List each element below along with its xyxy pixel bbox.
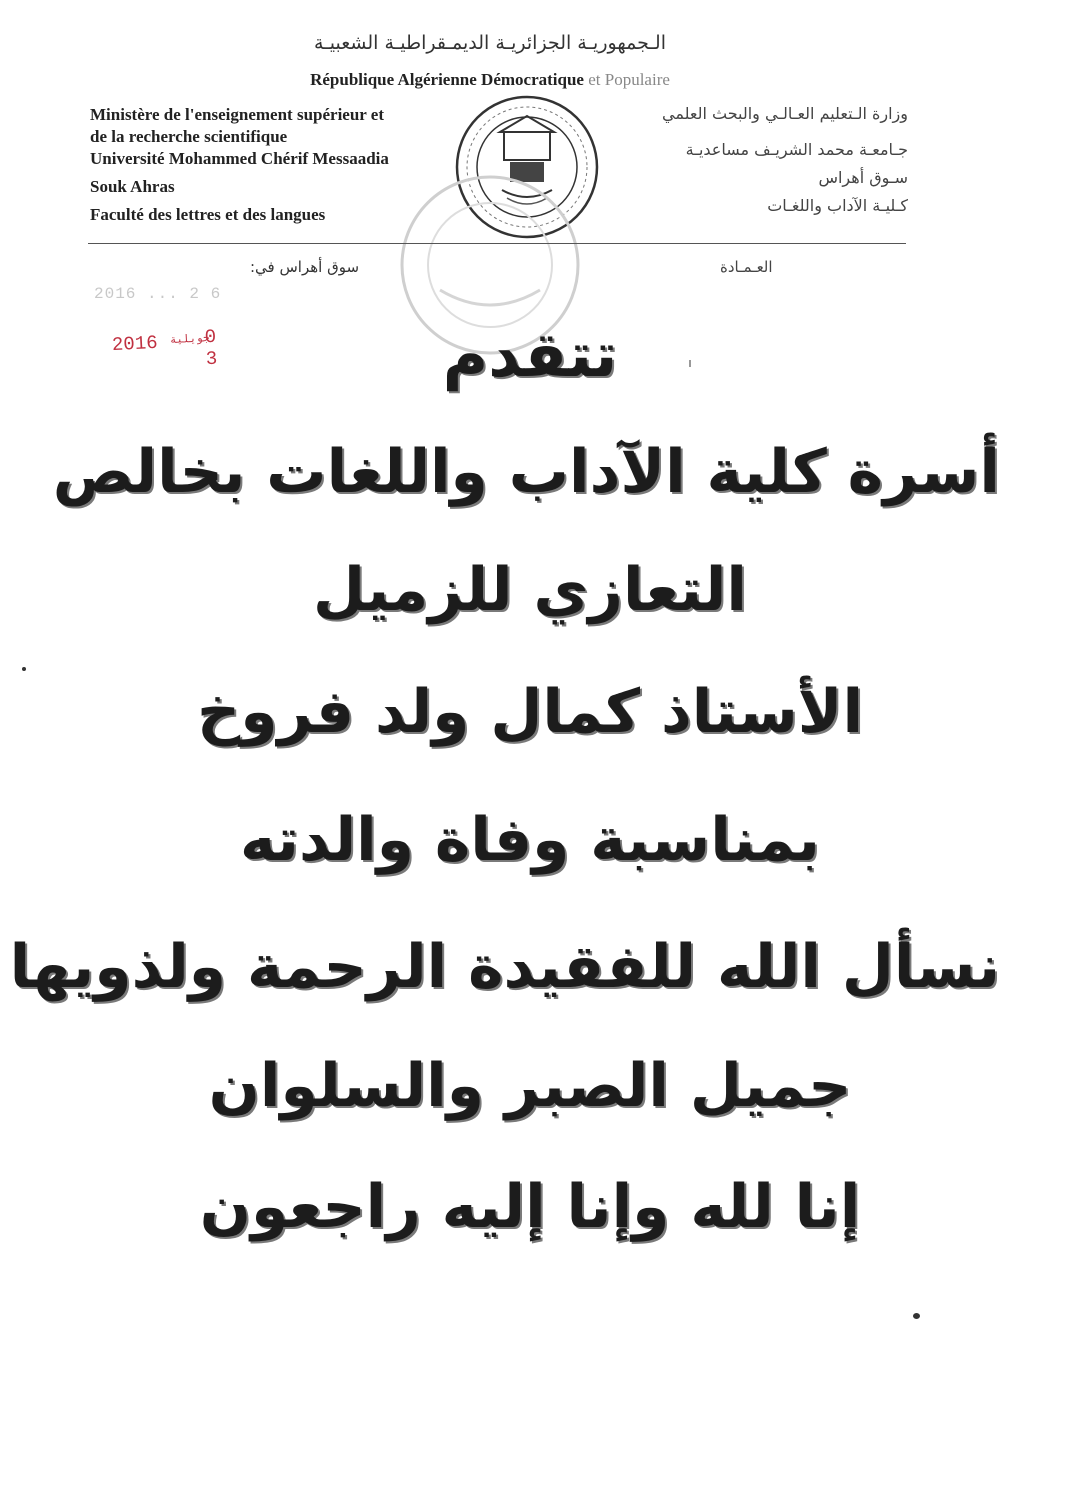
- scan-speck: [22, 667, 26, 671]
- red-stamp-day: 0 3: [204, 325, 218, 371]
- arabic-line-faculty: كـليـة الآداب واللغـات: [767, 196, 908, 215]
- scan-speck: [913, 1313, 920, 1319]
- date-line-label: سوق أهراس في:: [250, 258, 360, 276]
- announcement-line-5: بمناسبة وفاة والدته: [240, 805, 820, 875]
- deanship-label: العـمـادة: [720, 258, 773, 276]
- red-date-stamp: [111, 325, 218, 371]
- header-divider: [88, 243, 906, 244]
- arabic-line-city: سـوق أهراس: [818, 168, 908, 187]
- french-republic-title: [270, 70, 710, 90]
- arabic-institution-block: [588, 100, 908, 220]
- faded-date-stamp: 2016 ... 2 6: [94, 285, 222, 303]
- announcement-line-4: الأستاذ كمال ولد فروخ: [196, 677, 864, 747]
- red-stamp-month: جويلية: [169, 333, 210, 348]
- announcement-line-6: نسأل الله للفقيدة الرحمة ولذويها: [9, 932, 1000, 1002]
- announcement-line-7: جميل الصبر والسلوان: [208, 1051, 852, 1121]
- arabic-line-ministry: وزارة الـتعليم العـالـي والبحث العلمي: [661, 104, 908, 123]
- french-republic-tail: et Populaire: [588, 70, 670, 89]
- arabic-line-university: جـامعـة محمد الشريـف مساعديـة: [685, 140, 908, 159]
- french-line-ministry: Ministère de l'enseignement supérieur et: [90, 105, 384, 124]
- announcement-line-8: إنا لله وإنا إليه راجعون: [199, 1172, 861, 1242]
- french-republic-main: République Algérienne Démocratique: [310, 70, 584, 89]
- scan-mark: [689, 360, 691, 367]
- french-line-city: Souk Ahras: [90, 177, 175, 196]
- french-line-faculty: Faculté des lettres et des langues: [90, 205, 326, 224]
- red-stamp-year: 2016: [111, 331, 159, 357]
- announcement-line-1: تتقدم: [442, 318, 618, 391]
- announcement-line-3: التعازي للزميل: [313, 555, 747, 625]
- french-line-university: Université Mohammed Chérif Messaadia: [90, 149, 389, 168]
- french-line-research: de la recherche scientifique: [90, 127, 288, 146]
- arabic-republic-title: الـجمهوريـة الجزائريـة الديمـقراطيـة الشعبيـة: [314, 32, 666, 54]
- announcement-line-2: أسرة كلية الآداب واللغات بخالص: [52, 437, 1000, 507]
